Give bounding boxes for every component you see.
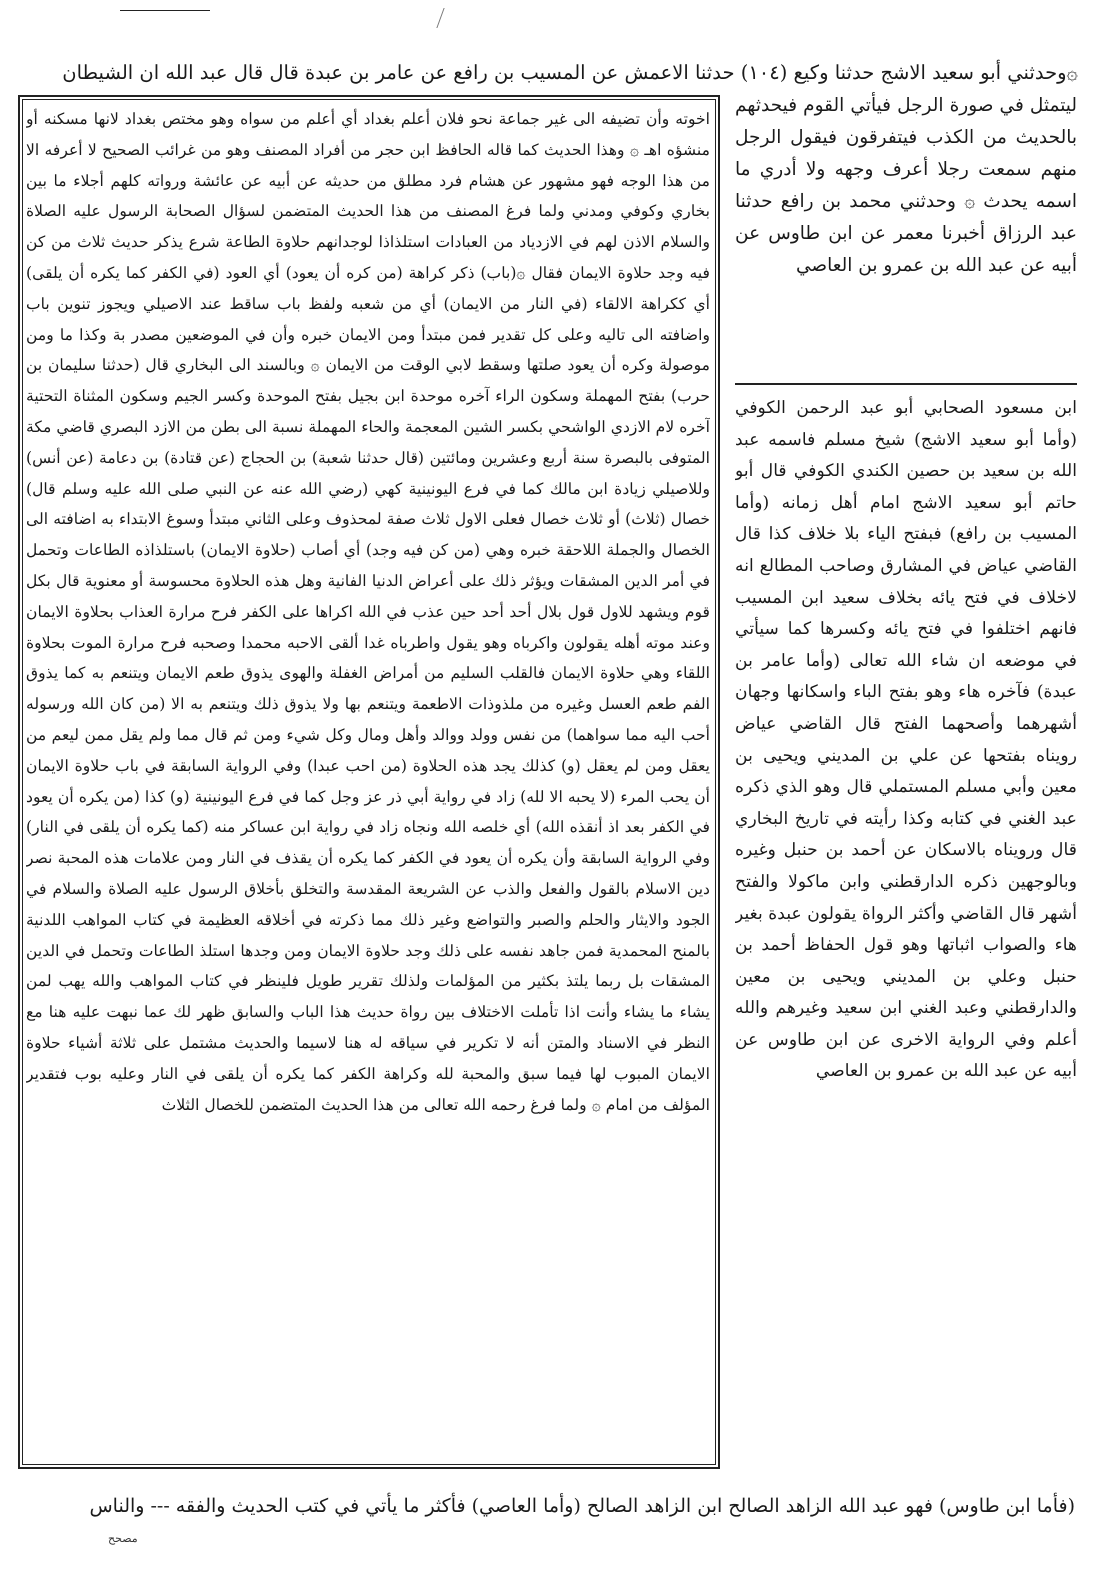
side-divider [735,383,1077,385]
nawawi-commentary-column: ابن مسعود الصحابي أبو عبد الرحمن الكوفي (وأما أبو سعيد الاشج) شيخ مسلم فاسمه عبد الله بن سعيد بن حصين الكندي الكوفي قال أبو حاتم أبو سعيد الاشج امام أهل زمانه (وأما المسيب بن رافع) فبفتح الياء بلا خلاف كذا قال القاضي عياض في المشارق وصاحب المطالع انه لاخلاف في فتح يائه بخلاف سعيد ابن المسيب فانهم اختلفوا في فتح يائه وكسرها كما سيأتي في موضعه ان شاء الله تعالى (وأما عامر بن عبدة) فآخره هاء وهو بفتح الباء واسكانها وجهان أشهرهما وأصحهما الفتح قال القاضي عياض رويناه بفتحها عن علي بن المديني ويحيى بن معين وأبي مسلم المستملي قال وهو الذي ذكره عبد الغني في كتابه وكذا رأيته في تاريخ البخاري قال ورويناه بالاسكان عن أحمد بن حنبل وغيره وبالوجهين ذكره الدارقطني وابن ماكولا والفتح أشهر قال القاضي وأكثر الرواة يقولون عبدة بغير هاء والصواب اثباتها وهو قول الحفاظ أحمد بن حنبل وعلي بن المديني ويحيى بن معين والدارقطني وعبد الغني ابن سعيد وغيرهم والله أعلم وفي الرواية الاخرى عن ابن طاوس عن أبيه عن عبد الله بن عمرو بن العاصي [735,398,1077,1082]
hadith-text-column: ليتمثل في صورة الرجل فيأتي القوم فيحدثهم بالحديث من الكذب فيتفرقون فيقول الرجل منهم سمعت رجلا أعرف وجهه ولا أدري ما اسمه يحدث ۞ وحدثني محمد بن رافع حدثنا عبد الرزاق أخبرنا معمر عن ابن طاوس عن أبيه عن عبد الله بن عمرو بن العاصي [735,95,1077,276]
footer-line: (فأما ابن طاوس) فهو عبد الله الزاهد الصالح ابن الزاهد الصالح (وأما العاصي) فأكثر ما يأتي في كتب الحديث والفقه --- والناس [89,1495,1075,1517]
header-hadith-line: ۞وحدثني أبو سعيد الاشج حدثنا وكيع (١٠٤) حدثنا الاعمش عن المسيب بن رافع عن عامر بن عبدة قال قال عبد الله ان الشيطان [62,61,1078,84]
catchword: مصحح [108,1532,138,1545]
commentary-text: اخوته وأن تضيفه الى غير جماعة نحو فلان أعلم بغداد أي أعلم من سواه وهو مختص بغداد لانها مسكنه أو منشؤه اهـ ۞ وهذا الحديث كما قاله الحافظ ابن حجر من أفراد المصنف وهو من غرائب الصحيح لا أعرفه الا من هذا الوجه فهو مشهور عن هشام فرد مطلق من حديثه عن أبيه عن عائشة ورواته كلهم أجلاء ما بين بخاري وكوفي ومدني ولما فرغ المصنف من هذا الحديث المتضمن لسؤال الصحابة الرسول عليه الصلاة والسلام الاذن لهم في الازدياد من العبادات استلذاذا لوجدانهم حلاوة الطاعة شرع يذكر حديث ثلاث من كن فيه وجد حلاوة الايمان فقال ۞(باب) ذكر كراهة (من كره أن يعود) أي العود (في الكفر كما يكره أن يلقى) أي ككراهة الالقاء (في النار من الايمان) أي من شعبه ولفظ باب ساقط عند الاصيلي ويجوز تنوين باب واضافته الى تاليه وعلى كل تقدير فمن مبتدأ ومن الايمان خبره وأن في الموضعين مصدر بة وكذا ما ومن موصولة وكره أن يعود صلتها وسقط لابي الوقت من الايمان ۞ وبالسند الى البخاري قال (حدثنا سليمان بن حرب) بفتح المهملة وسكون الراء آخره موحدة ابن بجيل بفتح الموحدة وكسر الجيم وسكون المثناة التحتية آخره لام الازدي الواشحي بكسر الشين المعجمة والحاء المهملة نسبة الى بطن من الازد البصري قاضي مكة المتوفى بالبصرة سنة أربع وعشرين ومائتين (قال حدثنا شعبة) بن الحجاج (عن قتادة) بن دعامة (عن أنس) وللاصيلي زيادة ابن مالك كما في فرع اليونينية كهي (رضي الله عنه عن النبي صلى الله عليه وسلم قال) خصال (ثلاث) أو ثلاث خصال فعلى الاول ثلاث صفة لمحذوف وعلى الثاني مبتدأ وسوغ الابتداء به اضافته الى الخصال والجملة اللاحقة خبره وهي (من كن فيه وجد) أي أصاب (حلاوة الايمان) باستلذاذه الطاعات وتحمل في أمر الدين المشقات ويؤثر ذلك على أعراض الدنيا الفانية وهل هذه الحلاوة محسوسة أو معنوية قال بكل قوم ويشهد للاول قول بلال أحد أحد حين عذب في الله اكراها على الكفر فرح مرارة العذاب بحلاوة الايمان وعند موته أهله يقولون واكرباه وهو يقول واطرباه غدا ألقى الاحبه محمدا وصحبه فرح مرارة الموت بحلاوة اللقاء وهي حلاوة الايمان فالقلب السليم من أمراض الغفلة والهوى يذوق طعم الايمان ويتنعم به كما يذوق الفم طعم العسل وغيره من ملذوذات الاطعمة ويتنعم بها ولا يذوق ذلك ويتنعم به الا (من كان الله ورسوله أحب اليه مما سواهما) من نفس وولد ووالد وأهل ومال وكل شيء ومن ثم قال مما ولم يقل ممن ليعم من يعقل ومن لم يعقل (و) كذلك يجد هذه الحلاوة (من احب عبدا) وفي الرواية السابقة في باب حلاوة الايمان أن يحب المرء (لا يحبه الا لله) زاد في رواية أبي ذر عز وجل كما في فرع اليونينية (و) كذا (من يكره أن يعود في الكفر بعد اذ أنقذه الله) أي خلصه الله ونجاه زاد في رواية ابن عساكر منه (كما يكره أن يلقى في النار) وفي الرواية السابقة وأن يكره أن يعود في الكفر كما يكره أن يقذف في النار ومن علامات هذه المحبة نصر دين الاسلام بالقول والفعل والذب عن الشريعة المقدسة والتخلق بأخلاق الرسول عليه الصلاة والسلام في الجود والايثار والحلم والصبر والتواضع وغير ذلك مما ذكرته في أخلاقه العظيمة في كتاب المواهب اللدنية بالمنح المحمدية فمن جاهد نفسه على ذلك وجد حلاوة الايمان ومن وجدها استلذ الطاعات وتحمل في الدين المشقات بل ربما يلتذ بكثير من المؤلمات ولذلك تقرير طويل فلينظر في كتاب المواهب والله يهب لمن يشاء ما يشاء وأنت اذا تأملت الاختلاف بين رواة حديث هذا الباب والسابق ظهر لك عما نبهت عليه هنا مع النظر في الاسناد والمتن أنه لا تكرير في سياقه له هنا لاسيما والحديث مشتمل على ثلاثة أشياء حلاوة الايمان المبوب لها فيما سبق والمحبة لله وكراهة الكفر كما يكره أن يلقى في النار وعليه بوب فتقدير المؤلف من امام ۞ ولما فرغ رحمه الله تعالى من هذا الحديث المتضمن للخصال الثلاث [26,110,710,1114]
top-rule-left [120,10,210,11]
ink-mark [436,8,452,28]
